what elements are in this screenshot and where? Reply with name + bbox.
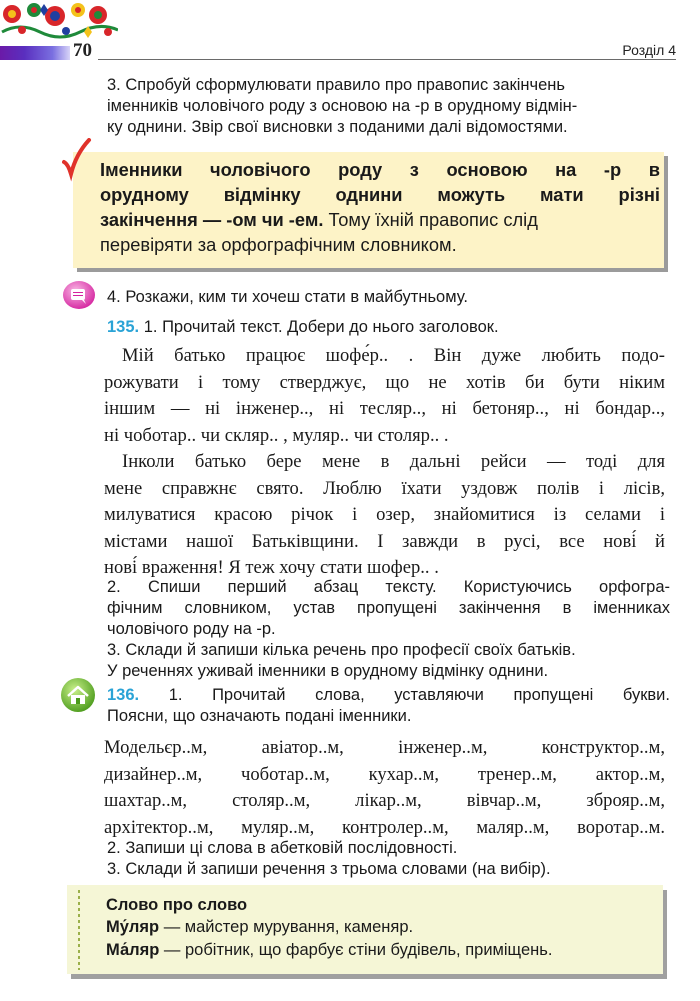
header-divider [98,59,676,60]
text-line: Інколи батько бере мене в дальні рейси — тоді для [122,451,665,472]
text-line: мене справжнє свято. Люблю їхати уздовж полів і лісів, [104,477,665,499]
exercise-136-task3: 3. Склади й запиши речення з трьома словами (на вибір). [107,860,551,878]
exercise-135-header [107,317,499,338]
text-line: дизайнер..м, чоботар..м, кухар..м, тренер..м, актор..м, [104,763,665,785]
text-line: чоловічого роду на -р. [107,620,276,638]
rule-text [100,157,660,257]
rule-line: орудному відмінку однини можуть мати різні [100,184,660,205]
word-definition: — майстер мурування, каменяр. [159,918,414,936]
text-line: фічним словником, устав пропущені закінчення в іменниках [107,599,670,617]
text-line: рожувати і тому стверджує, що не хотів би бути ніким [104,371,665,393]
word-entry [106,941,552,960]
rule-line: Іменники чоловічого роду з основою на -р в [100,159,660,180]
text-line: У реченнях уживай іменники в орудному відмінку однини. [107,662,549,680]
text-line: милуватися красою річок і озер, знайомитися із селами і [104,504,665,525]
text-line: іменників чоловічого роду з основою на -р в орудному відмін- [107,97,578,115]
text-line [107,685,670,706]
section-label: Розділ 4 [622,42,676,58]
text-line: 3. Спробуй сформулювати правило про правопис закінчень [107,76,566,94]
text-line: містами нашої Батьківщини. І завжди в русі, все нові́ й [104,530,665,552]
task3-intro [107,75,670,138]
word-entry [106,918,413,937]
rule-line-bold: закінчення — -ом чи -ем. [100,209,324,230]
home-icon [60,677,96,713]
text-line: ку однини. Звір свої висновки з поданими далі відомостями. [107,118,568,136]
word-term: Му́ляр [106,918,160,936]
rule-line [100,207,660,232]
page-number: 70 [73,40,92,61]
text-line: шахтар..м, столяр..м, лікар..м, вівчар..м, зброяр..м, [104,790,665,811]
text-line: ні чоботар.. чи скляр.. , муляр.. чи столяр.. . [104,424,449,446]
speech-bubble-icon [62,280,96,310]
word-definition: — робітник, що фарбує стіни будівель, приміщень. [159,941,553,959]
exercise-136-header [107,685,670,727]
exercise-135-task2 [107,577,670,640]
exercise-instruction: 1. Прочитай текст. Добери до нього заголовок. [143,318,499,336]
header-color-bar [0,46,70,60]
word-box-title: Слово про слово [106,896,248,914]
exercise-instruction: 1. Прочитай слова, уставляючи пропущені букви. [168,686,670,704]
word-term: Ма́ляр [106,941,160,959]
text-line: Поясни, що означають подані іменники. [107,707,412,725]
exercise-136-task2: 2. Запиши ці слова в абетковій послідовності. [107,839,458,857]
text-line: 3. Склади й запиши кілька речень про професії своїх батьків. [107,641,576,659]
text-line: архітектор..м, муляр..м, контролер..м, маляр..м, воротар..м. [104,816,665,838]
text-line: Модельєр..м, авіатор..м, інженер..м, конструктор..м, [104,737,665,758]
folk-ornament-icon [0,0,118,42]
exercise-135-text [104,343,665,582]
task4: 4. Розкажи, ким ти хочеш стати в майбутньому. [107,288,468,306]
rule-line: перевіряти за орфографічним словником. [100,234,457,255]
checkmark-icon [62,138,92,190]
text-line: іншим — ні інженер.., ні тесляр.., ні бетоняр.., ні бондар.., [104,398,665,419]
rule-line-regular: Тому їхній правопис слід [328,209,538,230]
exercise-number: 135. [107,318,140,336]
exercise-136-words [104,735,665,841]
exercise-135-task3 [107,640,670,682]
dashed-border-decoration [76,890,82,970]
text-line: нові́ враження! Я теж хочу стати шофер.. . [104,557,439,578]
text-line: 2. Спиши перший абзац тексту. Користуючись орфогра- [107,578,670,596]
exercise-number: 136. [107,686,140,704]
text-line: Мій батько працює шофе́р.. . Він дуже любить подо- [122,345,665,366]
